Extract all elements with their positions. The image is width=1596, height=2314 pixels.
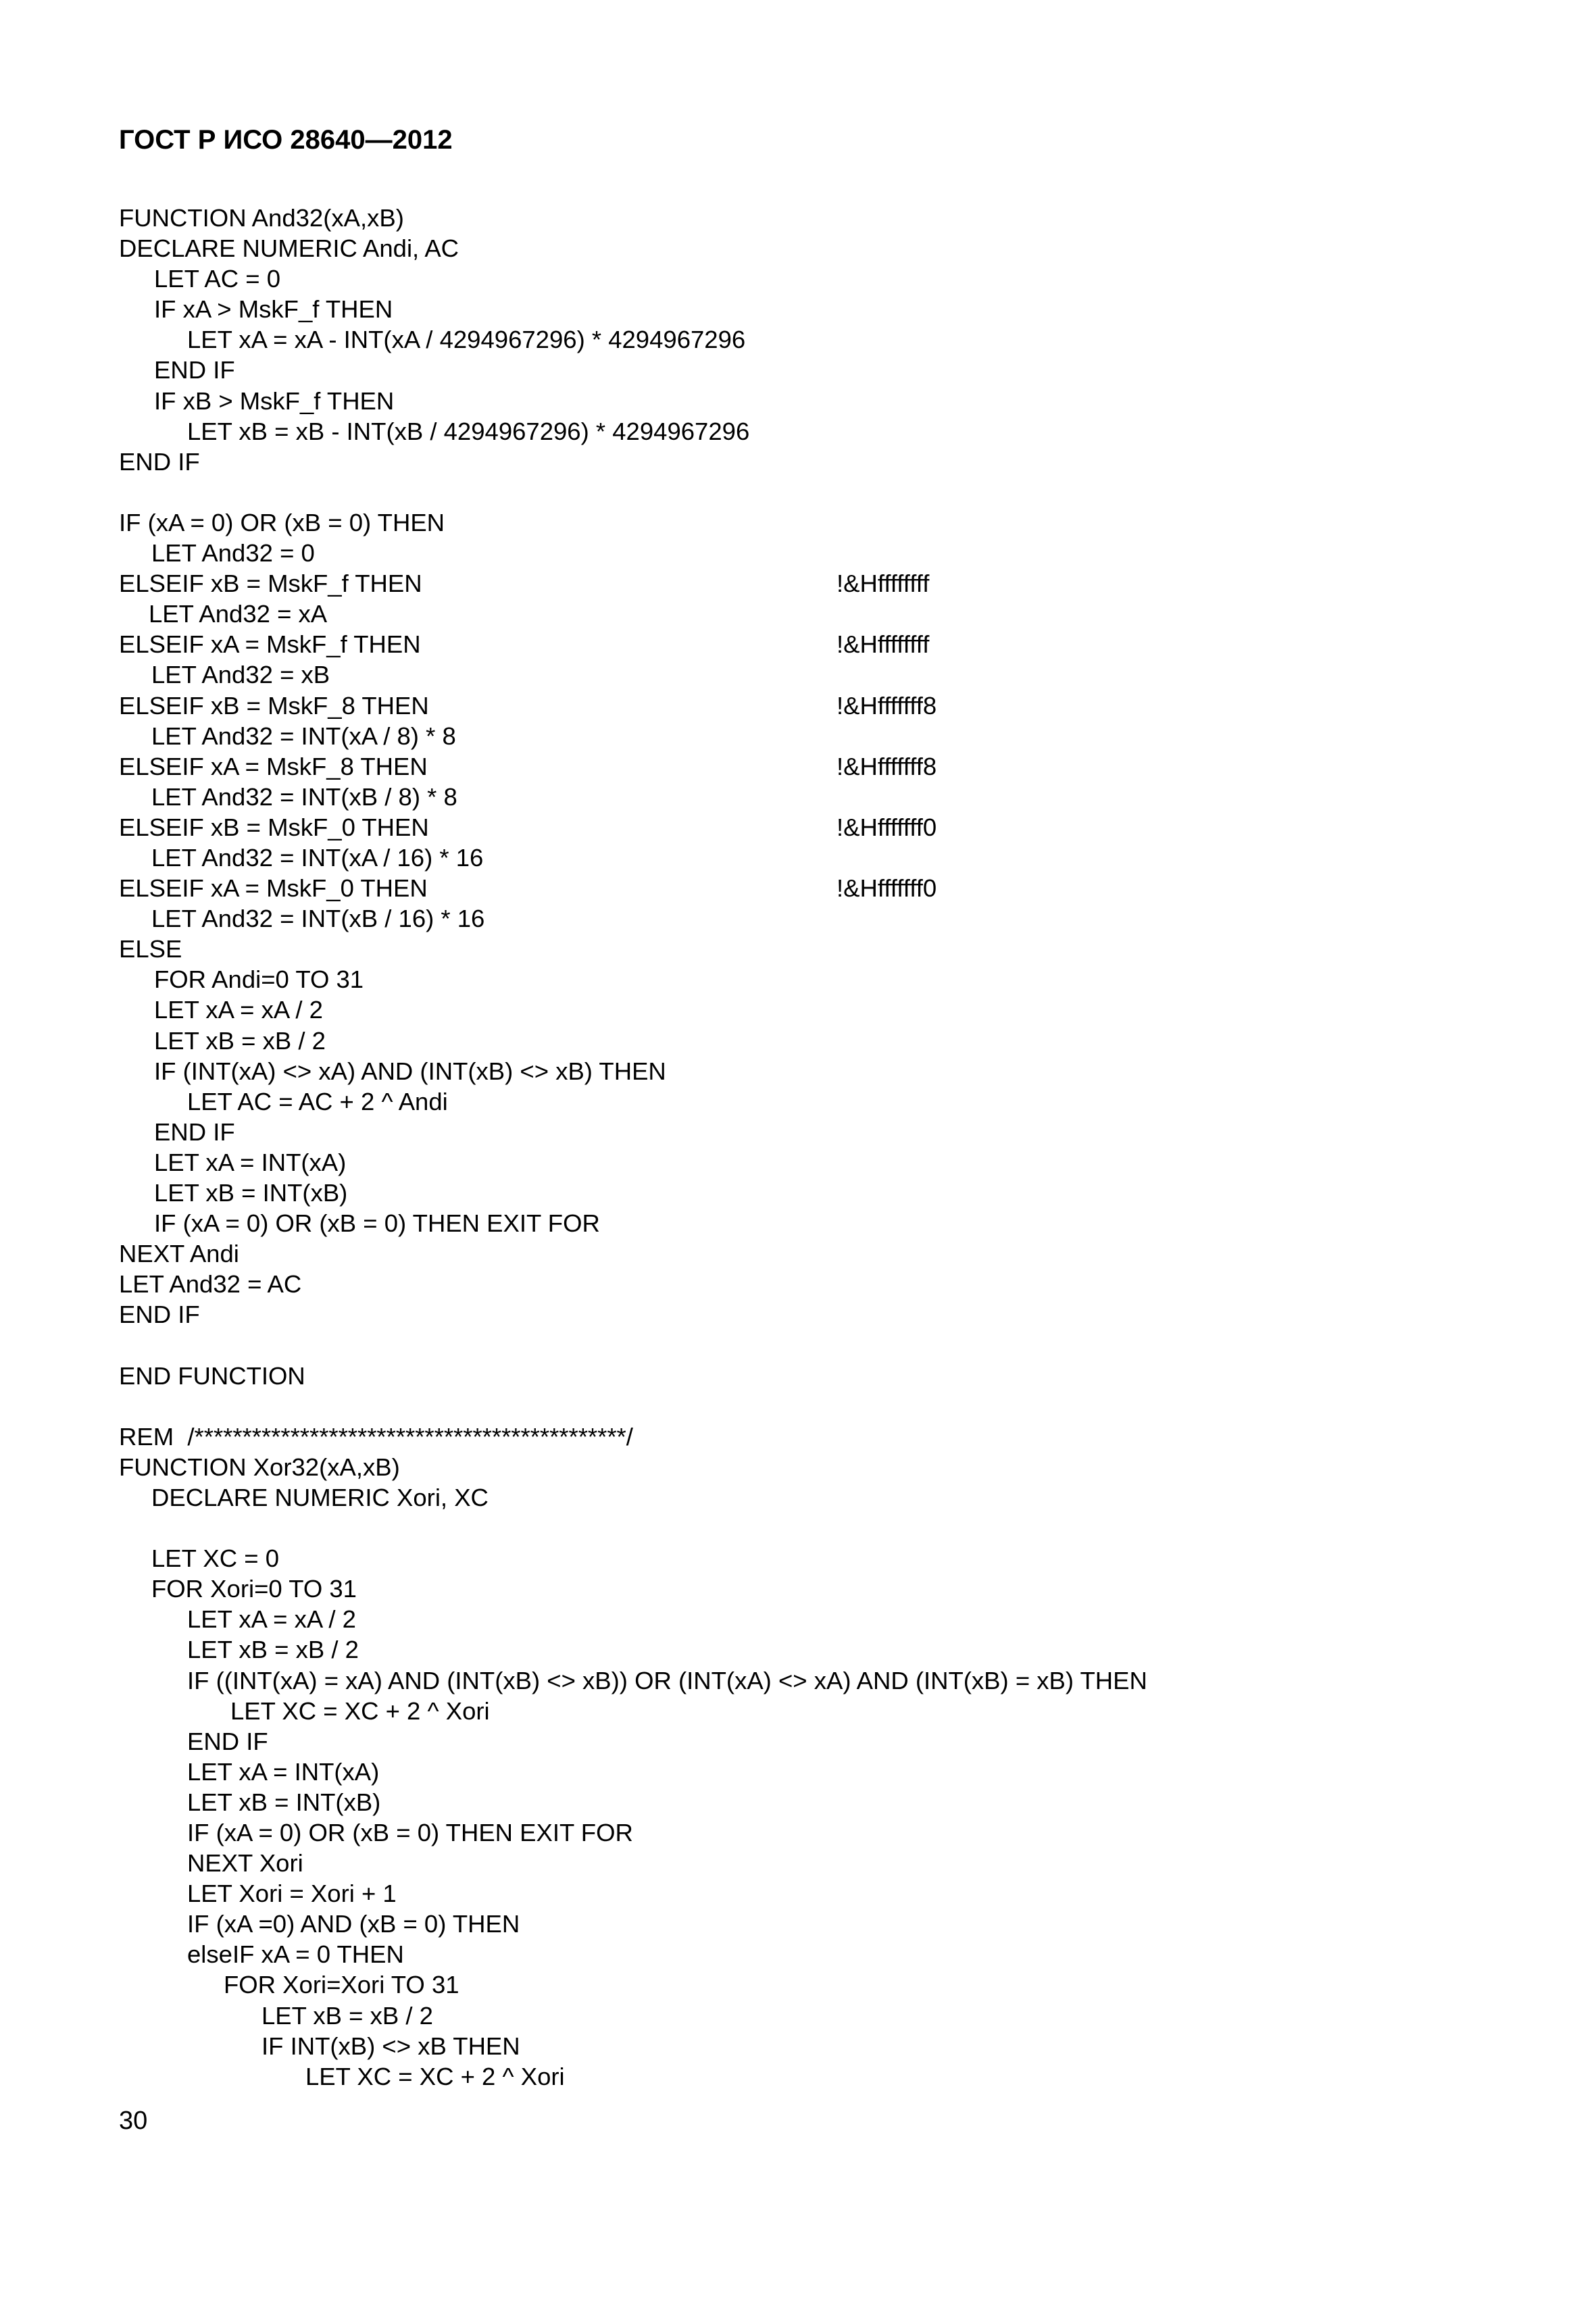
code-line-text: END IF — [119, 1301, 200, 1329]
code-line — [119, 812, 1538, 842]
code-line-comment: !&Hfffffff0 — [837, 813, 937, 841]
code-line-text: ELSE — [119, 935, 182, 963]
code-line-text: LET xB = xB / 2 — [261, 2001, 433, 2030]
code-line-text: ELSEIF xA = MskF_8 THEN — [119, 752, 428, 780]
code-line-text: END IF — [154, 1117, 235, 1146]
code-line-text: END IF — [154, 356, 235, 384]
code-line-text: IF xA > MskF_f THEN — [154, 295, 393, 324]
code-line — [119, 1056, 1538, 1086]
code-line — [119, 538, 1538, 568]
code-line-text: REM /*********************************************/ — [119, 1422, 633, 1451]
code-line — [119, 1026, 1538, 1056]
code-line-text: LET xA = INT(xA) — [154, 1148, 347, 1176]
code-listing — [119, 203, 1538, 2092]
code-line-text: LET And32 = xB — [151, 661, 330, 689]
code-line — [119, 1634, 1538, 1665]
code-line-text: FOR Xori=Xori TO 31 — [224, 1971, 459, 1999]
code-line-text: LET And32 = AC — [119, 1270, 302, 1299]
code-line — [119, 782, 1538, 812]
code-line — [119, 1909, 1538, 1939]
code-line-text: FUNCTION Xor32(xA,xB) — [119, 1453, 400, 1481]
code-line-text: LET And32 = INT(xB / 8) * 8 — [151, 782, 457, 811]
code-line — [119, 386, 1538, 416]
code-line — [119, 568, 1538, 599]
code-line-text: IF (xA = 0) OR (xB = 0) THEN — [119, 508, 445, 536]
code-line-text: ELSEIF xB = MskF_0 THEN — [119, 813, 429, 841]
code-line — [119, 294, 1538, 324]
code-line — [119, 1147, 1538, 1178]
code-line-comment: !&Hffffffff — [837, 630, 930, 659]
code-line — [119, 1574, 1538, 1604]
code-line — [119, 599, 1538, 629]
code-line — [119, 1726, 1538, 1757]
code-line-text: LET xA = xA / 2 — [187, 1605, 356, 1634]
code-line — [119, 934, 1538, 964]
code-line-text: END IF — [119, 447, 200, 476]
code-line-comment: !&Hfffffff0 — [837, 874, 937, 903]
code-line-text: LET AC = AC + 2 ^ Andi — [187, 1087, 448, 1115]
code-line-text: NEXT Andi — [119, 1240, 239, 1268]
code-line — [119, 1361, 1538, 1391]
blank-line — [119, 1391, 1538, 1422]
code-line-text: IF INT(xB) <> xB THEN — [261, 2032, 520, 2060]
code-line-text: ELSEIF xA = MskF_0 THEN — [119, 874, 428, 903]
code-line — [119, 1117, 1538, 1147]
code-line-text: FUNCTION And32(xA,xB) — [119, 204, 404, 232]
code-line-text: LET And32 = INT(xB / 16) * 16 — [151, 905, 485, 933]
code-line — [119, 1604, 1538, 1634]
code-line-text: NEXT Xori — [187, 1849, 303, 1878]
code-line — [119, 203, 1538, 233]
code-line — [119, 1848, 1538, 1878]
code-line — [119, 1269, 1538, 1299]
page-number: 30 — [119, 2107, 148, 2135]
code-line-text: FOR Andi=0 TO 31 — [154, 965, 364, 994]
code-line — [119, 1299, 1538, 1330]
code-line — [119, 2001, 1538, 2031]
code-line — [119, 2031, 1538, 2061]
blank-line — [119, 1330, 1538, 1360]
code-line — [119, 751, 1538, 782]
code-line-text: LET And32 = INT(xA / 8) * 8 — [151, 722, 456, 750]
code-line — [119, 1482, 1538, 1513]
code-line — [119, 1452, 1538, 1482]
code-line — [119, 1543, 1538, 1574]
code-line — [119, 1086, 1538, 1117]
code-line-comment: !&Hfffffff8 — [837, 752, 937, 780]
code-line — [119, 1696, 1538, 1726]
code-line-text: LET xB = xB / 2 — [154, 1026, 326, 1055]
code-line — [119, 324, 1538, 355]
code-line-text: LET xB = xB - INT(xB / 4294967296) * 4294967296 — [187, 417, 750, 445]
code-line-text: LET AC = 0 — [154, 265, 281, 293]
code-line-text: LET xB = INT(xB) — [187, 1788, 381, 1816]
code-line-text: LET And32 = 0 — [151, 539, 315, 568]
code-line — [119, 1787, 1538, 1817]
code-line — [119, 355, 1538, 385]
code-line-comment: !&Hffffffff — [837, 570, 930, 598]
code-line — [119, 629, 1538, 659]
code-line — [119, 1238, 1538, 1269]
code-line-text: IF ((INT(xA) = xA) AND (INT(xB) <> xB)) OR (INT(xA) <> xA) AND (INT(xB) = xB) THEN — [187, 1666, 1147, 1694]
code-line-text: IF (xA = 0) OR (xB = 0) THEN EXIT FOR — [187, 1818, 633, 1846]
code-line — [119, 842, 1538, 873]
code-line — [119, 447, 1538, 477]
code-line-text: DECLARE NUMERIC Xori, XC — [151, 1483, 489, 1511]
code-line-text: LET XC = XC + 2 ^ Xori — [305, 2062, 565, 2090]
code-line — [119, 721, 1538, 751]
code-line — [119, 1178, 1538, 1208]
code-line — [119, 903, 1538, 934]
code-line-text: IF (INT(xA) <> xA) AND (INT(xB) <> xB) THEN — [154, 1057, 666, 1085]
code-line — [119, 995, 1538, 1025]
code-line — [119, 1817, 1538, 1848]
code-line — [119, 1665, 1538, 1696]
code-line — [119, 233, 1538, 263]
code-line-text: LET xA = xA / 2 — [154, 996, 323, 1024]
code-line — [119, 416, 1538, 447]
code-line-text: LET xB = xB / 2 — [187, 1636, 359, 1664]
code-line-text: LET XC = XC + 2 ^ Xori — [230, 1696, 490, 1725]
code-line — [119, 1208, 1538, 1238]
code-line — [119, 873, 1538, 903]
blank-line — [119, 1513, 1538, 1543]
code-line — [119, 263, 1538, 294]
code-line-text: END IF — [187, 1727, 268, 1755]
code-line-text: IF (xA = 0) OR (xB = 0) THEN EXIT FOR — [154, 1209, 600, 1238]
code-line-text: LET xA = xA - INT(xA / 4294967296) * 4294967296 — [187, 326, 746, 354]
code-line — [119, 507, 1538, 538]
code-line-text: LET Xori = Xori + 1 — [187, 1880, 397, 1908]
code-line — [119, 2061, 1538, 2092]
code-line — [119, 1969, 1538, 2000]
code-line — [119, 659, 1538, 690]
code-line — [119, 964, 1538, 995]
code-line-text: LET xB = INT(xB) — [154, 1179, 348, 1207]
code-line-text: LET And32 = xA — [149, 600, 328, 628]
standard-header: ГОСТ Р ИСО 28640—2012 — [119, 125, 453, 155]
code-line-text: FOR Xori=0 TO 31 — [151, 1575, 357, 1603]
code-line-text: END FUNCTION — [119, 1361, 305, 1390]
code-line-comment: !&Hfffffff8 — [837, 691, 937, 720]
code-line-text: IF xB > MskF_f THEN — [154, 386, 395, 415]
code-line-text: ELSEIF xB = MskF_f THEN — [119, 570, 422, 598]
code-line-text: LET XC = 0 — [151, 1544, 280, 1573]
code-line — [119, 1878, 1538, 1909]
code-line — [119, 1422, 1538, 1452]
code-line-text: IF (xA =0) AND (xB = 0) THEN — [187, 1910, 520, 1938]
code-line — [119, 1939, 1538, 1969]
code-line — [119, 690, 1538, 721]
code-line-text: DECLARE NUMERIC Andi, AC — [119, 234, 459, 263]
code-line-text: ELSEIF xB = MskF_8 THEN — [119, 691, 429, 720]
code-line-text: LET xA = INT(xA) — [187, 1757, 380, 1786]
code-line-text: LET And32 = INT(xA / 16) * 16 — [151, 843, 484, 872]
code-line-text: ELSEIF xA = MskF_f THEN — [119, 630, 421, 659]
code-line — [119, 1757, 1538, 1787]
code-line-text: elseIF xA = 0 THEN — [187, 1940, 404, 1969]
blank-line — [119, 477, 1538, 507]
